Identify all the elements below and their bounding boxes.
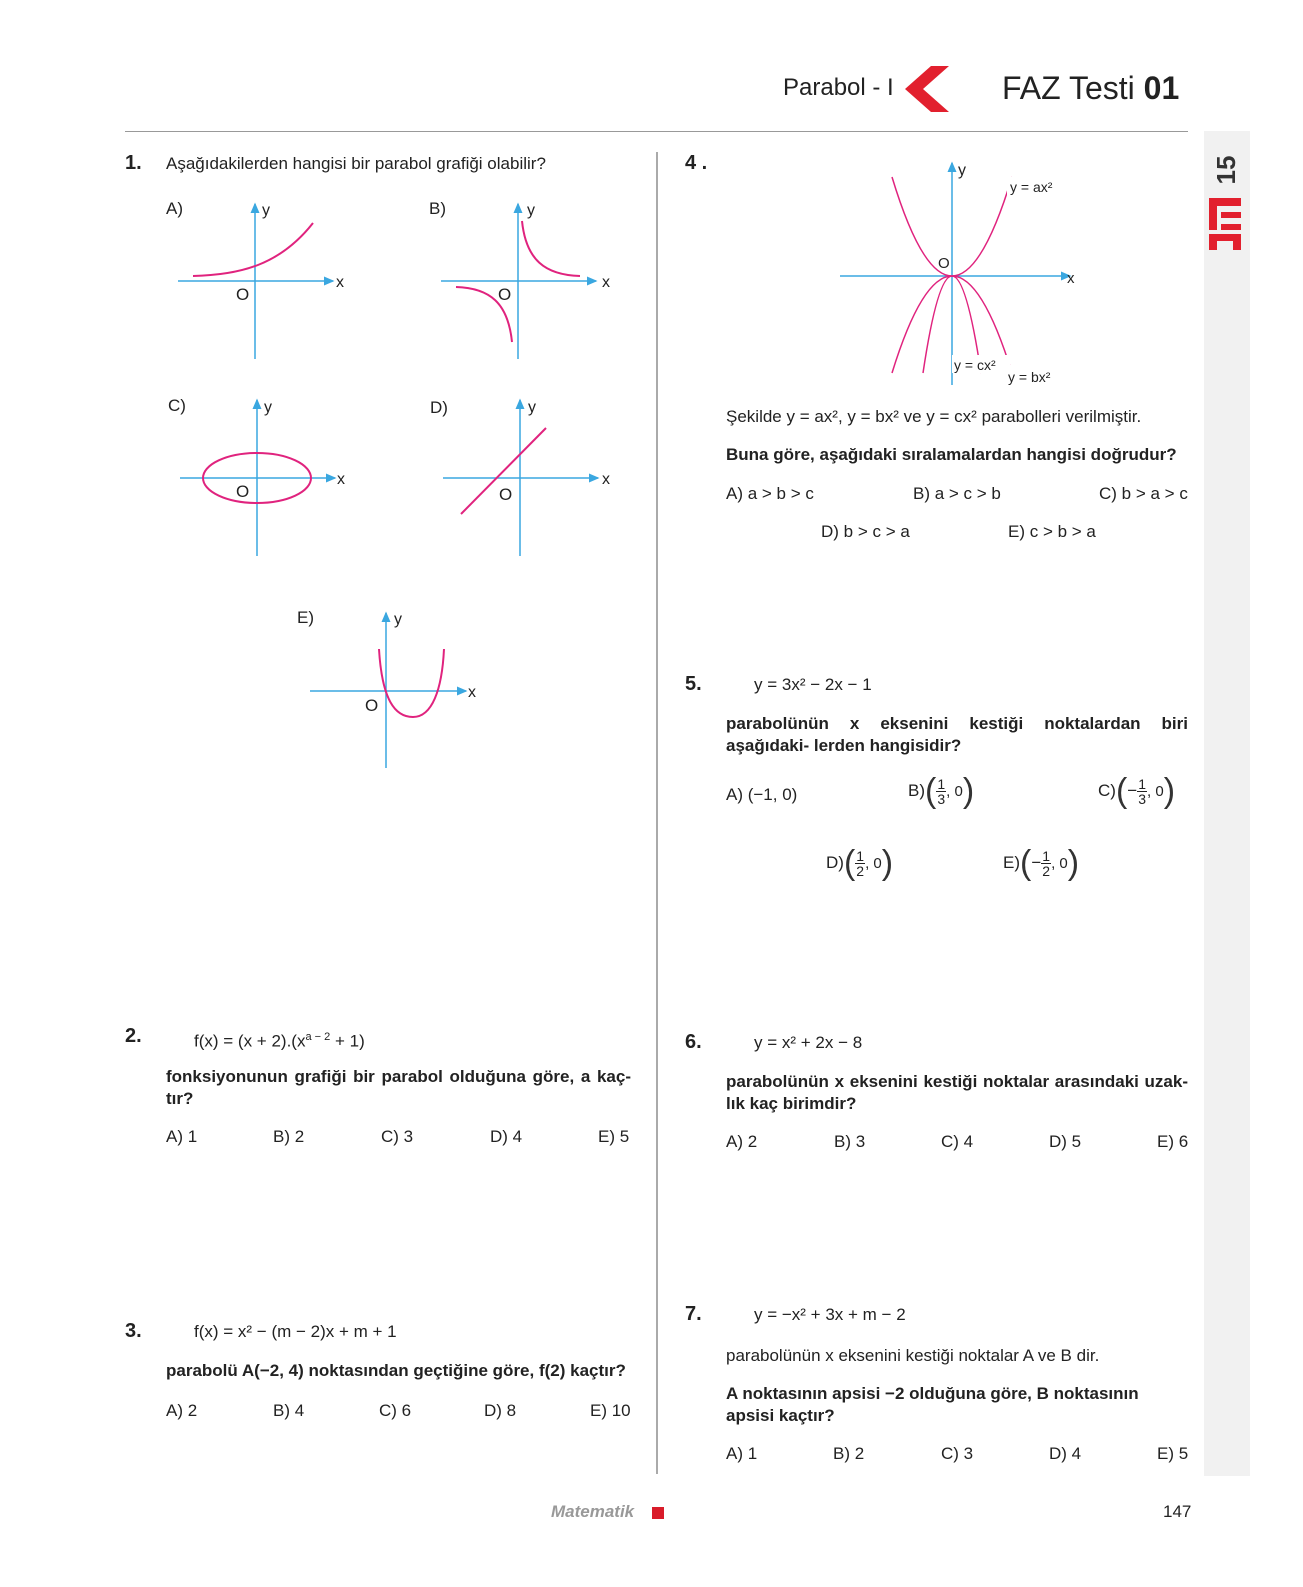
q6-formula: y = x² + 2x − 8	[754, 1033, 863, 1052]
sidebar-strip	[1204, 131, 1250, 1476]
topic-title: Parabol - I	[783, 74, 894, 101]
q1-graphs	[0, 0, 660, 780]
q6-text: parabolünün x eksenini kestiği noktalar arasındaki uzak- lık kaç birimdir?	[726, 1072, 1188, 1113]
q5-option-a[interactable]: A) (−1, 0)	[726, 785, 798, 804]
graph-a-y: y	[262, 202, 270, 219]
graph-b-y: y	[527, 202, 535, 219]
q5-number: 5.	[685, 673, 702, 695]
q1-label-a: A)	[166, 199, 183, 218]
test-number: 01	[1143, 70, 1180, 106]
graph-c	[180, 399, 345, 556]
q4-origin: O	[938, 255, 950, 272]
graph-c-origin: O	[236, 482, 250, 501]
q1-label-b: B)	[429, 199, 446, 218]
q2-option-c[interactable]: C) 3	[381, 1127, 414, 1146]
q5-option-e-sign: −	[1031, 852, 1042, 872]
q4-axis-y: y	[958, 162, 966, 179]
q7-option-a[interactable]: A) 1	[726, 1444, 758, 1463]
q7-number: 7.	[685, 1303, 702, 1325]
q3-option-d[interactable]: D) 8	[484, 1401, 517, 1420]
q4-text: Şekilde y = ax², y = bx² ve y = cx² parabolleri verilmiştir.	[726, 407, 1142, 426]
q5-option-b-frac	[936, 777, 946, 806]
q2-option-b[interactable]: B) 2	[273, 1127, 305, 1146]
graph-e-x: x	[468, 684, 476, 701]
q6-option-a[interactable]: A) 2	[726, 1132, 758, 1151]
q3-number: 3.	[125, 1320, 142, 1342]
q5-option-c-den: 3	[1138, 791, 1147, 807]
q7-question: A noktasının apsisi −2 olduğuna göre, B noktasının apsisi kaçtır?	[726, 1384, 1139, 1425]
q5-option-e-num: 1	[1042, 848, 1051, 864]
q6-option-c[interactable]: C) 4	[941, 1132, 974, 1151]
q1-number: 1.	[125, 152, 142, 174]
q5-option-b-tail: , 0	[946, 782, 963, 800]
footer-square-icon	[652, 1507, 664, 1519]
q5-option-c-tail: , 0	[1147, 782, 1164, 800]
q4-option-a[interactable]: A) a > b > c	[726, 484, 814, 503]
q7-option-b[interactable]: B) 2	[833, 1444, 865, 1463]
q4-number: 4 .	[685, 152, 708, 174]
q4-question: Buna göre, aşağıdaki sıralamalardan hangisi doğrudur?	[726, 445, 1177, 464]
q2-option-d[interactable]: D) 4	[490, 1127, 523, 1146]
page-number: 147	[1163, 1502, 1192, 1521]
q4-option-b[interactable]: B) a > c > b	[913, 484, 1001, 503]
graph-a	[178, 202, 344, 359]
q4-option-d[interactable]: D) b > c > a	[821, 522, 910, 541]
q4-label-a: y = ax²	[1010, 179, 1053, 195]
q5-option-d-frac	[855, 849, 865, 878]
graph-a-origin: O	[236, 285, 250, 304]
q3-formula: f(x) = x² − (m − 2)x + m + 1	[194, 1322, 397, 1341]
q7-option-e[interactable]: E) 5	[1157, 1444, 1189, 1463]
q5-formula: y = 3x² − 2x − 1	[754, 675, 872, 694]
q5-option-c-frac	[1137, 777, 1147, 806]
q5-option-d-tail: , 0	[865, 854, 882, 872]
q5-option-b[interactable]: B)( $\frac{1}{3}$ , 0)	[908, 772, 975, 810]
q3-option-e[interactable]: E) 10	[590, 1401, 631, 1420]
q5-option-d-num: 1	[856, 848, 865, 864]
q4-graph	[830, 155, 1090, 395]
q5-option-e-den: 2	[1042, 863, 1051, 879]
q6-number: 6.	[685, 1031, 702, 1053]
q1-label-e: E)	[297, 608, 314, 627]
q5-option-e-frac	[1041, 849, 1051, 878]
q6-option-b[interactable]: B) 3	[834, 1132, 866, 1151]
graph-c-y: y	[264, 399, 272, 416]
q4-axis-x: x	[1067, 270, 1075, 287]
q6-option-d[interactable]: D) 5	[1049, 1132, 1082, 1151]
q7-formula: y = −x² + 3x + m − 2	[754, 1305, 906, 1324]
graph-e-origin: O	[365, 696, 379, 715]
footer-subject: Matematik	[551, 1502, 635, 1521]
q5-option-b-den: 3	[937, 791, 946, 807]
q5-option-d-den: 2	[856, 863, 865, 879]
graph-a-x: x	[336, 274, 344, 291]
graph-c-x: x	[337, 471, 345, 488]
q3-text: parabolü A(−2, 4) noktasından geçtiğine göre, f(2) kaçtır?	[166, 1361, 626, 1380]
faz-brand-icon	[1209, 198, 1241, 250]
q5-text: parabolünün x eksenini kestiği noktalardan biri aşağıdaki- lerden hangisidir?	[726, 714, 1188, 755]
graph-b	[441, 202, 610, 359]
q3-option-c[interactable]: C) 6	[379, 1401, 412, 1420]
q2-formula-sup: a − 2	[305, 1031, 331, 1043]
q1-label-c: C)	[168, 396, 186, 415]
q5-option-d[interactable]: D)( $\frac{1}{2}$ , 0)	[826, 844, 894, 882]
graph-d-x: x	[602, 471, 610, 488]
graph-e	[310, 611, 476, 768]
q6-option-e[interactable]: E) 6	[1157, 1132, 1189, 1151]
q7-text: parabolünün x eksenini kestiği noktalar A ve B dir.	[726, 1346, 1100, 1365]
q4-option-c[interactable]: C) b > a > c	[1099, 484, 1188, 503]
q4-label-b: y = bx²	[1008, 369, 1051, 385]
q3-option-a[interactable]: A) 2	[166, 1401, 198, 1420]
graph-b-origin: O	[498, 285, 512, 304]
q2-text: fonksiyonunun grafiği bir parabol olduğuna göre, a kaç- tır?	[166, 1067, 631, 1108]
graph-e-y: y	[394, 611, 402, 628]
q2-formula	[194, 1026, 365, 1053]
q2-option-e[interactable]: E) 5	[598, 1127, 630, 1146]
q5-option-d-label: D)	[826, 852, 844, 872]
q1-text: Aşağıdakilerden hangisi bir parabol grafiği olabilir?	[166, 154, 546, 173]
q5-option-c-num: 1	[1138, 776, 1147, 792]
q2-formula-post: + 1)	[330, 1031, 365, 1051]
q1-label-d: D)	[430, 398, 448, 417]
q2-formula-pre: f(x) = (x + 2).(x	[194, 1031, 306, 1051]
q5-option-b-num: 1	[937, 776, 946, 792]
q4-label-c: y = cx²	[954, 357, 996, 373]
sidebar-number	[1206, 150, 1246, 190]
q5-option-c-label: C)	[1098, 780, 1116, 800]
q5-option-e-tail: , 0	[1051, 854, 1068, 872]
q4-option-e[interactable]: E) c > b > a	[1008, 522, 1096, 541]
q5-option-b-label: B)	[908, 780, 925, 800]
svg-text:15: 15	[1211, 155, 1241, 185]
test-title	[1002, 70, 1179, 107]
q5-option-c[interactable]: C)(− $\frac{1}{3}$ , 0)	[1098, 772, 1176, 810]
graph-d	[443, 399, 610, 556]
test-prefix: FAZ Testi	[1002, 70, 1135, 106]
q7-option-c[interactable]: C) 3	[941, 1444, 974, 1463]
q7-option-d[interactable]: D) 4	[1049, 1444, 1082, 1463]
q2-number: 2.	[125, 1025, 142, 1047]
graph-d-y: y	[528, 399, 536, 416]
q3-option-b[interactable]: B) 4	[273, 1401, 305, 1420]
q5-option-e-label: E)	[1003, 852, 1020, 872]
q2-option-a[interactable]: A) 1	[166, 1127, 198, 1146]
q5-option-e[interactable]: E)(− $\frac{1}{2}$ , 0)	[1003, 844, 1080, 882]
graph-d-origin: O	[499, 485, 513, 504]
q5-option-c-sign: −	[1127, 780, 1138, 800]
chevron-logo-icon	[905, 66, 949, 112]
graph-b-x: x	[602, 274, 610, 291]
